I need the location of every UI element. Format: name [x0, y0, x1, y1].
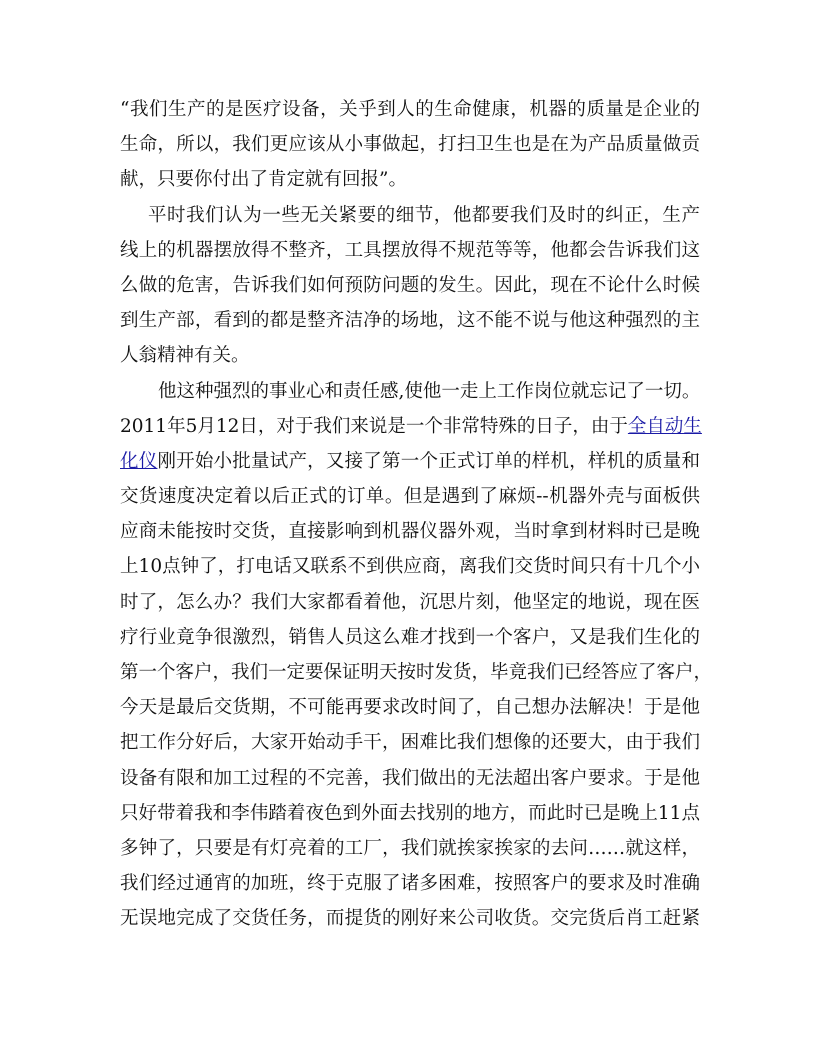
text-line [120, 690, 700, 725]
text-span: 应商未能按时交货，直接影响到机器仪器外观，当时拿到材料时已是晚 [120, 521, 700, 543]
link-auto-biochem-analyzer-part2[interactable]: 化仪 [120, 450, 158, 472]
text-span: 我们经过通宵的加班，终于克服了诸多困难，按照客户的要求及时准确 [120, 873, 700, 895]
text-span: 把工作分好后，大家开始动手干，困难比我们想像的还要大，由于我们 [120, 732, 700, 754]
text-span: 多钟了，只要是有灯亮着的工厂，我们就挨家挨家的去问……就这样， [120, 837, 700, 859]
text-line [120, 796, 700, 831]
text-span: 献，只要你付出了肯定就有回报”。 [120, 169, 407, 191]
link-auto-biochem-analyzer-part1[interactable]: 全自动生 [627, 415, 702, 437]
text-line [120, 444, 700, 479]
text-line [120, 409, 700, 444]
text-span: 只好带着我和李伟踏着夜色到外面去找别的地方，而此时已是晚上11点 [120, 802, 700, 824]
text-span: 时了，怎么办？我们大家都看着他，沉思片刻，他坚定的地说，现在医 [120, 591, 700, 613]
text-span: 他这种强烈的事业心和责任感,使他一走上工作岗位就忘记了一切。 [158, 380, 701, 402]
text-line [120, 725, 700, 760]
text-span: 无误地完成了交货任务，而提货的刚好来公司收货。交完货后肖工赶紧 [120, 908, 700, 930]
text-span: 线上的机器摆放得不整齐，工具摆放得不规范等等，他都会告诉我们这 [120, 239, 700, 261]
text-span: 交货速度决定着以后正式的订单。但是遇到了麻烦--机器外壳与面板供 [120, 486, 700, 508]
text-span: “我们生产的是医疗设备，关乎到人的生命健康，机器的质量是企业的 [120, 99, 700, 120]
text-line [120, 92, 700, 127]
text-line [120, 268, 700, 303]
text-span: 疗行业竟争很激烈，销售人员这么难才找到一个客户，又是我们生化的 [120, 626, 700, 648]
text-line [120, 374, 700, 409]
text-line [120, 901, 700, 936]
text-span: 第一个客户，我们一定要保证明天按时发货，毕竟我们已经答应了客户， [120, 662, 713, 683]
text-span: 人翁精神有关。 [120, 345, 250, 367]
text-line [120, 479, 700, 514]
text-line [120, 866, 700, 901]
text-line [120, 831, 700, 866]
text-line [120, 233, 700, 268]
text-line [120, 198, 700, 233]
paragraph-3 [120, 374, 713, 937]
text-span: 设备有限和加工过程的不完善，我们做出的无法超出客户要求。于是他 [120, 767, 700, 789]
text-span: 到生产部，看到的都是整齐洁净的场地，这不能不说与他这种强烈的主 [120, 310, 700, 332]
text-line [120, 549, 700, 584]
text-span: 今天是最后交货期，不可能再要求改时间了，自己想办法解决！于是他 [120, 697, 700, 719]
text-span: 生命，所以，我们更应该从小事做起，打扫卫生也是在为产品质量做贡 [120, 134, 700, 156]
text-span: 么做的危害，告诉我们如何预防问题的发生。因此，现在不论什么时候 [120, 274, 700, 296]
text-line [120, 655, 713, 690]
text-line [120, 303, 700, 338]
text-line [120, 514, 700, 549]
paragraph-2 [120, 198, 700, 374]
text-span: 2011年5月12日，对于我们来说是一个非常特殊的日子，由于 [120, 415, 628, 437]
text-line [120, 620, 700, 655]
document-body [120, 92, 713, 937]
text-line [120, 338, 700, 373]
paragraph-1 [120, 92, 700, 198]
text-line [120, 585, 700, 620]
text-span: 刚开始小批量试产，又接了第一个正式订单的样机，样机的质量和 [157, 450, 700, 472]
text-line [120, 162, 700, 197]
text-span: 平时我们认为一些无关紧要的细节，他都要我们及时的纠正，生产 [148, 204, 700, 226]
text-span: 上10点钟了，打电话又联系不到供应商，离我们交货时间只有十几个小 [120, 556, 700, 578]
text-line [120, 127, 700, 162]
text-line [120, 761, 700, 796]
